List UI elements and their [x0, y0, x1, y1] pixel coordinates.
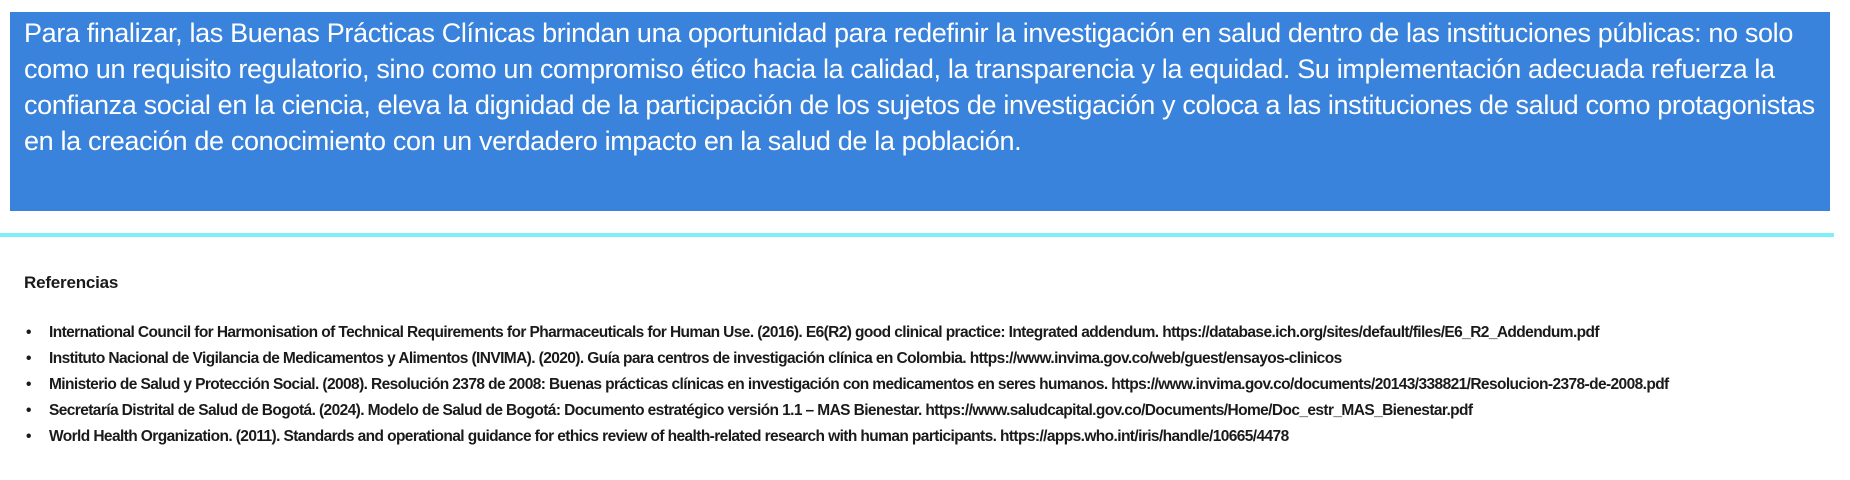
reference-text: Ministerio de Salud y Protección Social. (2008). Resolución 2378 de 2008: Buenas prácticas clínicas en investigación con medicamentos en seres humanos. https://www.invima.gov.co/documents/20143/338821/Resolucion-2378-de-2008.pdf: [49, 376, 1669, 393]
bullet-icon: •: [26, 376, 31, 393]
conclusion-callout: [10, 12, 1830, 211]
reference-text: World Health Organization. (2011). Standards and operational guidance for ethics review of health-related research with human participants. https://apps.who.int/iris/handle/10665/4478: [49, 428, 1289, 445]
references-section: [24, 272, 1844, 450]
references-heading: Referencias: [24, 273, 119, 292]
bullet-icon: •: [26, 428, 31, 445]
conclusion-text: Para finalizar, las Buenas Prácticas Clínicas brindan una oportunidad para redefinir la investigación en salud dentro de las instituciones públicas: no solo como un requisito regulatorio, sino como un compromiso ético hacia la calidad, la transparencia y la equidad. Su implementación adecuada refuerza la confianza social en la ciencia, eleva la dignidad de la participación de los sujetos de investigación y coloca a las instituciones de salud como protagonistas en la creación de conocimiento con un verdadero impacto en la salud de la población.: [24, 18, 1815, 156]
reference-item: [24, 346, 1844, 372]
bullet-icon: •: [26, 350, 31, 367]
reference-text: International Council for Harmonisation of Technical Requirements for Pharmaceuticals for Human Use. (2016). E6(R2) good clinical practice: Integrated addendum. https://database.ich.org/sites/default/files/E6_R2_Addendum.pdf: [49, 324, 1599, 341]
bullet-icon: •: [26, 324, 31, 341]
reference-item: [24, 424, 1844, 450]
section-divider: [0, 233, 1834, 237]
references-list: [24, 320, 1844, 450]
reference-item: [24, 320, 1844, 346]
bullet-icon: •: [26, 402, 31, 419]
reference-item: [24, 398, 1844, 424]
reference-text: Secretaría Distrital de Salud de Bogotá. (2024). Modelo de Salud de Bogotá: Documento estratégico versión 1.1 – MAS Bienestar. https://www.saludcapital.gov.co/Documents/Home/Doc_estr_MAS_Bienestar.pdf: [49, 402, 1473, 419]
reference-item: [24, 372, 1844, 398]
reference-text: Instituto Nacional de Vigilancia de Medicamentos y Alimentos (INVIMA). (2020). Guía para centros de investigación clínica en Colombia. https://www.invima.gov.co/web/guest/ensayos-clinicos: [49, 350, 1342, 367]
